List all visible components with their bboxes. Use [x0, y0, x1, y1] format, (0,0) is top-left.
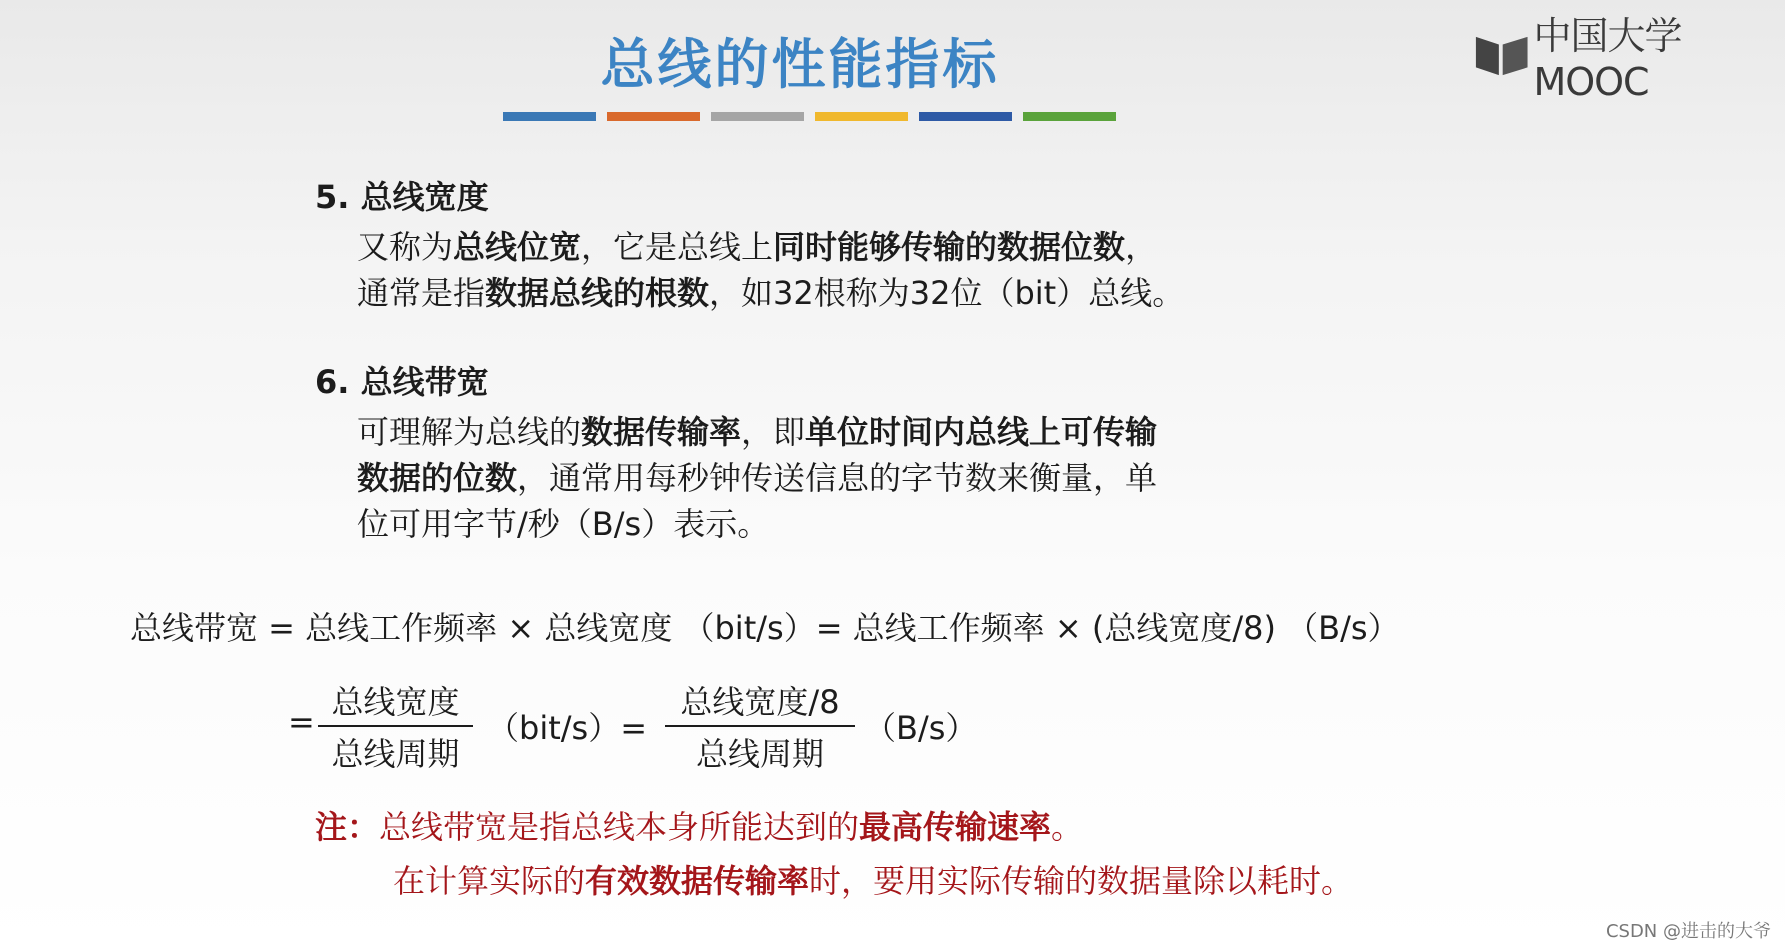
- note-line1: 注：总线带宽是指总线本身所能达到的最高传输速率。: [315, 808, 1084, 846]
- color-bar: [711, 112, 804, 121]
- color-bar-strip: [503, 112, 1116, 121]
- section5-heading: 5. 总线宽度: [315, 178, 489, 216]
- color-bar: [919, 112, 1012, 121]
- note-line2: 在计算实际的有效数据传输率时，要用实际传输的数据量除以耗时。: [393, 862, 1354, 900]
- section5-line1: 又称为总线位宽，它是总线上同时能够传输的数据位数，: [357, 228, 1158, 266]
- fraction1-numerator: 总线宽度: [331, 683, 460, 721]
- color-bar: [503, 112, 596, 121]
- formula-unit-bytes: （B/s）: [864, 709, 978, 747]
- bandwidth-formula-line1: 总线带宽 = 总线工作频率 × 总线宽度 （bit/s）= 总线工作频率 × (总线宽度/8) （B/s）: [130, 609, 1400, 647]
- csdn-watermark: CSDN @进击的大爷: [1605, 921, 1771, 942]
- formula-equals: =: [288, 703, 315, 741]
- fraction2-denominator: 总线周期: [695, 735, 824, 773]
- section6-line2: 数据的位数，通常用每秒钟传送信息的字节数来衡量，单: [357, 459, 1158, 497]
- logo-text: 中国大学MOOC: [1533, 14, 1682, 104]
- section6-line1: 可理解为总线的数据传输率，即单位时间内总线上可传输: [357, 413, 1158, 451]
- fraction2-bar: [665, 725, 855, 727]
- section5-line2: 通常是指数据总线的根数，如32根称为32位（bit）总线。: [357, 274, 1185, 312]
- fraction2-numerator: 总线宽度/8: [680, 683, 840, 721]
- color-bar: [815, 112, 908, 121]
- fraction1-bar: [318, 725, 473, 727]
- mooc-book-icon: [1474, 32, 1529, 78]
- color-bar: [1023, 112, 1116, 121]
- section5-paragraph: [357, 224, 1184, 316]
- section6-paragraph: [357, 409, 1157, 547]
- mooc-logo: [1474, 5, 1785, 104]
- color-bar: [607, 112, 700, 121]
- formula-unit-bits: （bit/s）=: [487, 709, 648, 747]
- section6-heading: 6. 总线带宽: [315, 363, 489, 401]
- slide-title: 总线的性能指标: [600, 33, 1000, 96]
- section6-line3: 位可用字节/秒（B/s）表示。: [357, 505, 770, 543]
- fraction1-denominator: 总线周期: [331, 735, 460, 773]
